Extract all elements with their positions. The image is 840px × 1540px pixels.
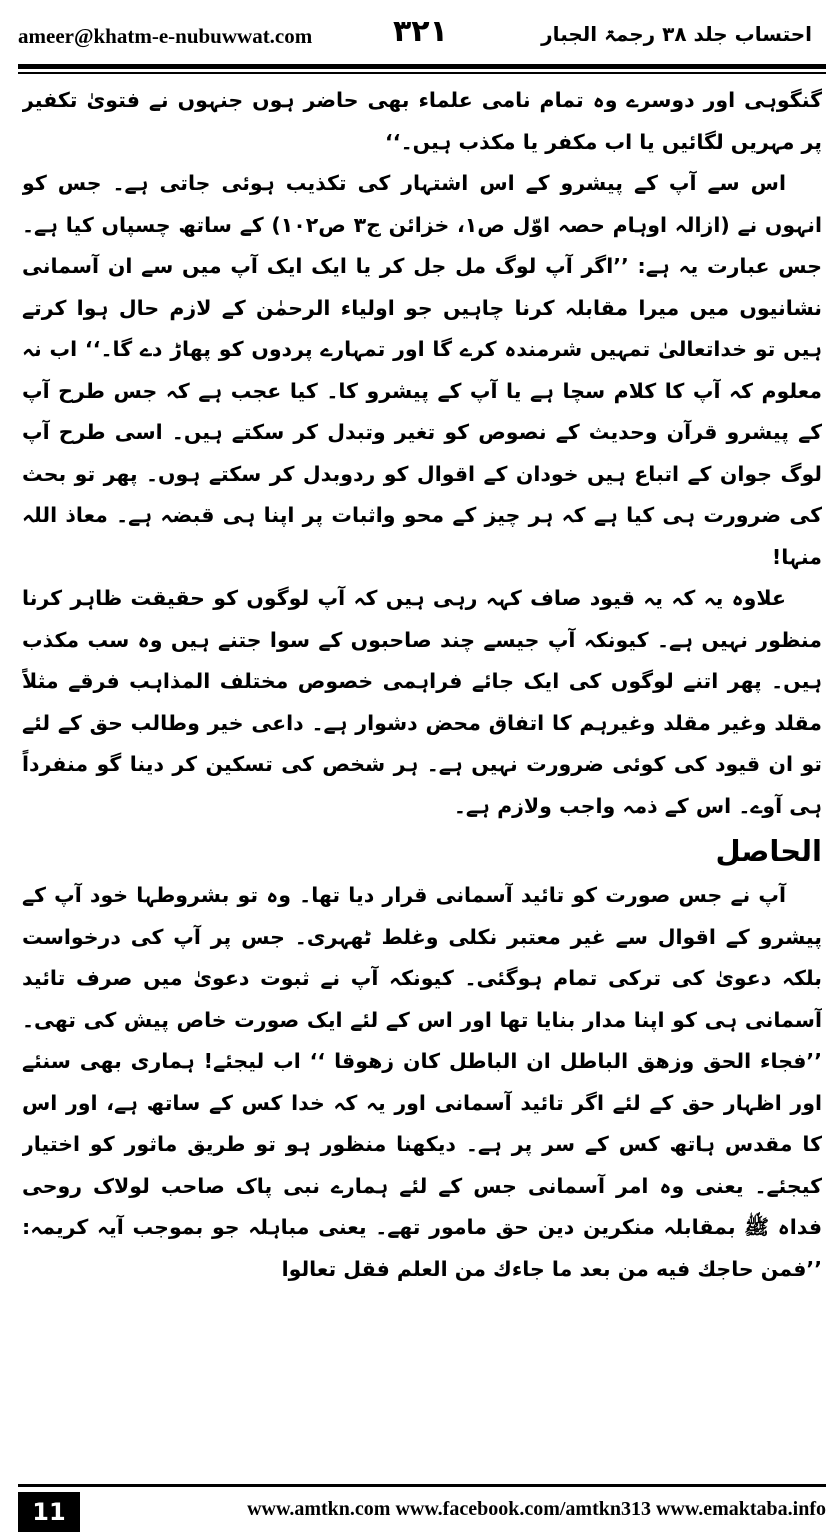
footer-page-number: 11: [18, 1492, 80, 1532]
paragraph-3: علاوہ یہ کہ یہ قیود صاف کہہ رہی ہیں کہ آپ لوگوں کو حقیقت ظاہر کرنا منظور نہیں ہے۔ کیونکہ آپ جیسے چند صاحبوں کے سوا جتنے ہیں وہ سب مکذب ہیں۔ پھر اتنے لوگوں کی ایک جائے فراہمی خصوص مختلف المذاہب فرقے مثلاً مقلد وغیر مقلد وغیرہم کا اتفاق محض دشوار ہے۔ داعی خیر وطالب حق کے لئے تو ان قیود کی کوئی ضرورت نہیں ہے۔ ہر شخص کی تسکین کر دینا گو منفرداً ہی آوے۔ اس کے ذمہ واجب ولازم ہے۔: [22, 586, 822, 818]
header-email: ameer@khatm-e-nubuwwat.com: [18, 24, 313, 48]
footer-websites: www.amtkn.com www.facebook.com/amtkn313 www.emaktaba.info: [247, 1498, 826, 1520]
page-footer: [18, 1484, 826, 1534]
section-heading: الحاصل: [715, 834, 822, 868]
footer-rule: [18, 1484, 826, 1487]
header-rule-thin: [18, 72, 826, 74]
header-book-title: احتساب جلد ۳۸ رجمۃ الجبار: [541, 22, 812, 46]
paragraph-2: اس سے آپ کے پیشرو کے اس اشتہار کی تکذیب ہوئی جاتی ہے۔ جس کو انہوں نے (ازالہ اوہام حصہ اوّل ص۱، خزائن ج۳ ص۱۰۲) کے ساتھ چسپاں کیا ہے۔ جس عبارت یہ ہے: ’’اگر آپ لوگ مل جل کر یا ایک ایک آپ میں سے ان آسمانی نشانیوں میں میرا مقابلہ کرنا چاہیں جو اولیاء الرحمٰن کے لازم حال ہوا کرتے ہیں تو خداتعالیٰ تمہیں شرمندہ کرے گا اور تمہارے پردوں کو پھاڑ دے گا۔‘‘ اب نہ معلوم کہ آپ کا کلام سچا ہے یا آپ کے پیشرو کا۔ کیا عجب ہے کہ جس طرح آپ کے پیشرو قرآن وحدیث کے نصوص کو تغیر وتبدل کر سکتے ہیں۔ اسی طرح آپ لوگ جوان کے اتباع ہیں خودان کے اقوال کو ردوبدل کر سکتے ہوں۔ پھر تو بحث کی ضرورت ہی کیا ہے کہ ہر چیز کے محو واثبات پر اپنا ہی قبضہ ہے۔ معاذ اللہ منہا!: [22, 171, 822, 569]
body-text: [22, 80, 822, 1475]
paragraph-4: آپ نے جس صورت کو تائید آسمانی قرار دیا تھا۔ وہ تو بشروطہا خود آپ کے پیشرو کے اقوال سے غیر معتبر نکلی وغلط ٹھہری۔ جس پر آپ کی درخواست بلکہ دعویٰ کی ترکی تمام ہوگئی۔ کیونکہ آپ نے ثبوت دعویٰ میں صرف تائید آسمانی ہی کو اپنا مدار بنایا تھا اور اس کے لئے ایک صورت خاص پیش کی تھی۔ ’’فجاء الحق وزهق الباطل ان الباطل كان زهوقا ‘‘ اب لیجئے! ہماری بھی سنئے اور اظہار حق کے لئے اگر تائید آسمانی اور یہ کہ خدا کس کے ساتھ ہے، اور اس کا مقدس ہاتھ کس کے سر پر ہے۔ دیکھنا منظور ہو تو طریق ماثور کو اختیار کیجئے۔ یعنی وہ امر آسمانی جس کے لئے ہمارے نبی پاک صاحب لولاک روحی فداہ ﷺ بمقابلہ منکرین دین حق مامور تھے۔ یعنی مباہلہ جو بموجب آیہ کریمہ: ’’فمن حاجك فيه من بعد ما جاءك من العلم فقل تعالوا: [22, 883, 822, 1281]
header-page-number: ۳۲۱: [393, 14, 448, 49]
header-rule-thick: [18, 64, 826, 69]
page-header: [0, 0, 840, 62]
paragraph-1: گنگوہی اور دوسرے وہ تمام نامی علماء بھی حاضر ہوں جنہوں نے فتویٰ تکفیر پر مہریں لگائیں یا اب مکفر یا مکذب ہیں۔‘‘: [22, 88, 822, 154]
